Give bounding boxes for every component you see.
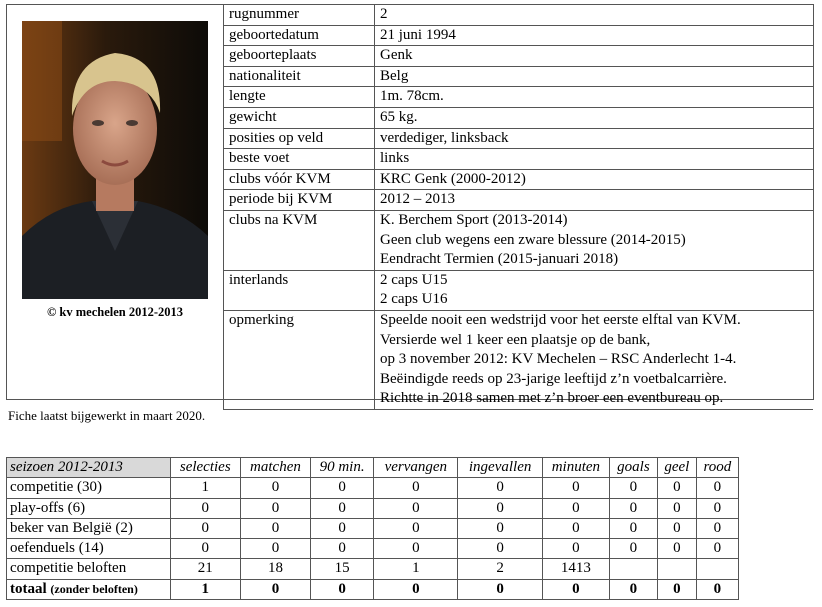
- stats-header: geel: [657, 458, 696, 478]
- info-label: posities op veld: [224, 128, 375, 149]
- stats-cell: 0: [542, 539, 609, 559]
- info-value: [375, 25, 814, 46]
- stats-row-label-text: competitie (30): [10, 479, 103, 496]
- stats-cell: 0: [696, 579, 738, 599]
- info-value-line: Genk: [380, 47, 413, 64]
- info-label: geboorteplaats: [224, 46, 375, 67]
- info-label: rugnummer: [224, 5, 375, 25]
- stats-cell: 0: [240, 539, 310, 559]
- player-photo: [22, 21, 208, 299]
- stats-cell: 0: [458, 518, 542, 538]
- stats-cell: 0: [657, 579, 696, 599]
- info-value-line: Eendracht Termien (2015-januari 2018): [380, 251, 619, 268]
- info-value-line: verdediger, linksback: [380, 129, 509, 146]
- info-value-line: Versierde wel 1 keer een plaatsje op de bank,: [380, 331, 651, 348]
- stats-row: [7, 478, 739, 498]
- info-value-line: 1m. 78cm.: [380, 88, 444, 105]
- stats-cell: 0: [170, 498, 240, 518]
- stats-cell: 0: [657, 539, 696, 559]
- stats-table: [6, 457, 739, 600]
- stats-header: selecties: [170, 458, 240, 478]
- stats-cell: 1413: [542, 559, 609, 579]
- player-profile: [6, 4, 814, 407]
- stats-row: [7, 539, 739, 559]
- info-value-line: Richtte in 2018 samen met z’n broer een eventbureau op.: [380, 390, 724, 407]
- info-label: gewicht: [224, 107, 375, 128]
- stats-cell: 0: [609, 478, 657, 498]
- stats-cell: 0: [458, 478, 542, 498]
- stats-cell: 2: [458, 559, 542, 579]
- info-label: beste voet: [224, 149, 375, 170]
- stats-header: 90 min.: [311, 458, 374, 478]
- stats-cell: 0: [657, 478, 696, 498]
- info-value: [375, 270, 814, 310]
- info-value-line: Geen club wegens een zware blessure (2014-2015): [380, 231, 686, 248]
- info-value: [375, 46, 814, 67]
- stats-cell: 0: [311, 579, 374, 599]
- info-row: [224, 210, 814, 270]
- stats-row-label: [7, 498, 171, 518]
- stats-header: seizoen 2012-2013: [7, 458, 171, 478]
- info-label: opmerking: [224, 310, 375, 409]
- info-value-line: links: [380, 150, 410, 167]
- stats-row-label-text: competitie beloften: [10, 560, 127, 577]
- info-label: nationaliteit: [224, 66, 375, 87]
- info-row: [224, 87, 814, 108]
- stats-cell: 0: [696, 518, 738, 538]
- photo-caption: © kv mechelen 2012-2013: [46, 305, 184, 319]
- info-row: [224, 25, 814, 46]
- info-value-line: 65 kg.: [380, 108, 418, 125]
- stats-total-row: [7, 579, 739, 599]
- info-value: [375, 310, 814, 409]
- info-label: interlands: [224, 270, 375, 310]
- stats-cell: 0: [311, 518, 374, 538]
- stats-header: goals: [609, 458, 657, 478]
- stats-cell: [657, 559, 696, 579]
- stats-cell: 18: [240, 559, 310, 579]
- info-row: [224, 149, 814, 170]
- stats-cell: 0: [311, 498, 374, 518]
- update-note: Fiche laatst bijgewerkt in maart 2020.: [8, 408, 206, 423]
- stats-cell: 0: [240, 478, 310, 498]
- info-label: clubs vóór KVM: [224, 169, 375, 190]
- stats-cell: 0: [240, 579, 310, 599]
- stats-cell: 0: [374, 498, 458, 518]
- info-row: [224, 310, 814, 409]
- info-label: clubs na KVM: [224, 210, 375, 270]
- info-value-line: Speelde nooit een wedstrijd voor het eerste elftal van KVM.: [380, 311, 741, 328]
- info-value-line: op 3 november 2012: KV Mechelen – RSC Anderlecht 1-4.: [380, 351, 737, 368]
- stats-cell: [696, 559, 738, 579]
- stats-cell: 0: [542, 518, 609, 538]
- stats-row-label: [7, 478, 171, 498]
- info-label: periode bij KVM: [224, 190, 375, 211]
- info-value-line: 2012 – 2013: [380, 191, 455, 208]
- stats-row-label: [7, 579, 171, 599]
- info-value: [375, 107, 814, 128]
- info-row: [224, 128, 814, 149]
- stats-row-label-text: oefenduels (14): [10, 540, 104, 557]
- info-row: [224, 66, 814, 87]
- stats-cell: 0: [696, 478, 738, 498]
- stats-header: minuten: [542, 458, 609, 478]
- stats-cell: 0: [657, 518, 696, 538]
- stats-header: matchen: [240, 458, 310, 478]
- info-row: [224, 46, 814, 67]
- stats-cell: 1: [170, 579, 240, 599]
- stats-cell: 1: [374, 559, 458, 579]
- stats-cell: 21: [170, 559, 240, 579]
- info-value: [375, 87, 814, 108]
- stats-cell: 0: [458, 579, 542, 599]
- stats-header: vervangen: [374, 458, 458, 478]
- info-value-line: KRC Genk (2000-2012): [380, 170, 526, 187]
- stats-row: [7, 498, 739, 518]
- stats-cell: 0: [609, 498, 657, 518]
- stats-cell: 0: [170, 539, 240, 559]
- stats-row-label: [7, 559, 171, 579]
- stats-row-label-text: play-offs (6): [10, 499, 86, 516]
- stats-cell: 0: [657, 498, 696, 518]
- stats-cell: 0: [240, 518, 310, 538]
- stats-cell: 15: [311, 559, 374, 579]
- info-value-line: 2 caps U15: [380, 271, 448, 288]
- stats-row-label-text: totaal: [10, 580, 47, 597]
- stats-cell: 0: [374, 539, 458, 559]
- info-label: geboortedatum: [224, 25, 375, 46]
- info-row: [224, 190, 814, 211]
- stats-cell: 0: [240, 498, 310, 518]
- info-value-line: Beëindigde reeds op 23-jarige leeftijd z’n voetbalcarrière.: [380, 370, 727, 387]
- info-value: [375, 66, 814, 87]
- stats-header: ingevallen: [458, 458, 542, 478]
- photo-cell: [7, 5, 224, 399]
- stats-cell: 1: [170, 478, 240, 498]
- info-value: [375, 190, 814, 211]
- info-value-line: K. Berchem Sport (2013-2014): [380, 211, 568, 228]
- stats-cell: 0: [609, 579, 657, 599]
- info-row: [224, 107, 814, 128]
- stats-cell: 0: [374, 579, 458, 599]
- info-value-line: 2 caps U16: [380, 291, 448, 308]
- info-table: [223, 5, 813, 410]
- stats-row: [7, 518, 739, 538]
- stats-cell: 0: [696, 498, 738, 518]
- stats-cell: 0: [696, 539, 738, 559]
- info-value: [375, 128, 814, 149]
- stats-cell: 0: [374, 478, 458, 498]
- info-row: [224, 270, 814, 310]
- stats-row-label-note: (zonder beloften): [50, 581, 138, 596]
- info-value-line: 2: [380, 6, 388, 22]
- stats-row-label: [7, 518, 171, 538]
- stats-cell: 0: [609, 518, 657, 538]
- stats-cell: 0: [374, 518, 458, 538]
- stats-cell: 0: [609, 539, 657, 559]
- stats-cell: 0: [542, 478, 609, 498]
- stats-row-label: [7, 539, 171, 559]
- stats-cell: 0: [311, 478, 374, 498]
- info-value: [375, 169, 814, 190]
- stats-cell: [609, 559, 657, 579]
- stats-row-label-text: beker van België (2): [10, 519, 133, 536]
- info-value: [375, 5, 814, 25]
- info-value: [375, 210, 814, 270]
- info-row: [224, 169, 814, 190]
- info-row: [224, 5, 814, 25]
- stats-row: [7, 559, 739, 579]
- info-value-line: Belg: [380, 67, 409, 84]
- stats-header: rood: [696, 458, 738, 478]
- stats-cell: 0: [542, 498, 609, 518]
- stats-cell: 0: [458, 539, 542, 559]
- stats-cell: 0: [542, 579, 609, 599]
- info-value: [375, 149, 814, 170]
- stats-cell: 0: [458, 498, 542, 518]
- info-label: lengte: [224, 87, 375, 108]
- info-value-line: 21 juni 1994: [380, 26, 456, 43]
- stats-cell: 0: [170, 518, 240, 538]
- stats-cell: 0: [311, 539, 374, 559]
